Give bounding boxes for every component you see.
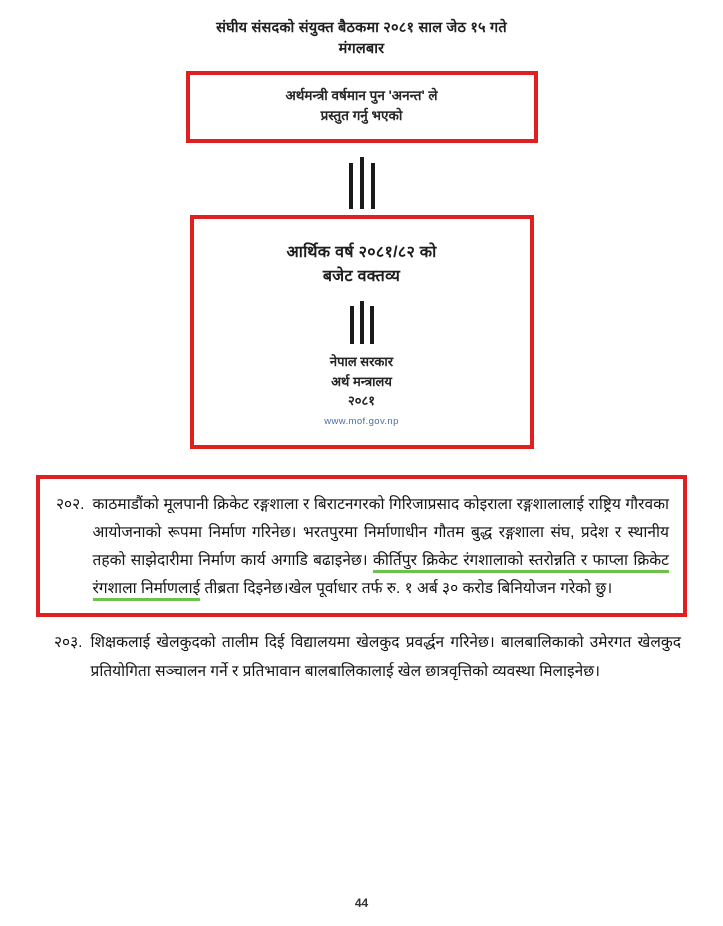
website-url: www.mof.gov.np: [324, 415, 399, 427]
divider-bar: [360, 157, 364, 209]
body-text-area: [0, 475, 723, 686]
presenter-line1: अर्थमन्त्री वर्षमान पुन 'अनन्त' ले: [285, 88, 438, 104]
paragraph-text: [93, 491, 670, 604]
presenter-line2: प्रस्तुत गर्नु भएको: [320, 108, 403, 124]
divider-bars-inner: [208, 300, 516, 344]
divider-bars-top: [0, 155, 723, 209]
paragraph-203: [36, 629, 687, 685]
ministry-line2: अर्थ मन्त्रालय: [331, 373, 392, 389]
highlighted-paragraph-box: [36, 475, 687, 618]
divider-bar: [370, 306, 374, 344]
cover-heading-line2: मंगलबार: [338, 41, 385, 58]
ministry-block: [208, 352, 516, 411]
budget-title: [208, 241, 516, 291]
divider-bar: [360, 301, 364, 344]
budget-title-line2: बजेट वक्तव्य: [322, 268, 401, 286]
budget-title-box: [190, 215, 534, 449]
divider-bar: [371, 163, 375, 209]
ministry-line1: नेपाल सरकार: [329, 354, 394, 370]
page-number: 44: [354, 896, 369, 910]
budget-title-line1: आर्थिक वर्ष २०८१/८२ को: [286, 243, 437, 261]
paragraph-text-before: काठमाडौंको मूलपानी क्रिकेट रङ्गशाला र बिराटनगरको गिरिजाप्रसाद कोइराला रङ्गशालालाई राष्ट्रिय गौरवका आयोजनाको रूपमा निर्माण गरिनेछ। भरतपुरमा निर्माणाधीन गौतम बुद्ध रङ्गशाला संघ, प्रदेश र स्थानीय तहको साझेदारीमा निर्माण कार्य अगाडि बढाइनेछ।: [92, 495, 669, 570]
cover-heading: [0, 18, 723, 60]
paragraph-number: २०३.: [54, 634, 83, 652]
cover-block: [0, 0, 723, 449]
paragraph-text: शिक्षकलाई खेलकुदको तालीम दिई विद्यालयमा खेलकुद प्रवर्द्धन गरिनेछ। बालबालिकाको उमेरगत खेलकुद प्रतियोगिता सञ्चालन गर्ने र प्रतिभावान बालबालिकालाई खेल छात्रवृत्तिको व्यवस्था मिलाइनेछ।: [90, 634, 681, 680]
cover-heading-line1: संघीय संसदको संयुक्त बैठकमा २०८१ साल जेठ १५ गते: [216, 20, 507, 36]
divider-bar: [349, 163, 353, 209]
paragraph-number: २०२.: [56, 495, 85, 513]
presenter-box: [186, 71, 538, 143]
paragraph-text-highlighted: कीर्तिपुर क्रिकेट रंगशालाको स्तरोन्नति र फाप्ला क्रिकेट रंगशाला निर्माणलाई: [93, 552, 670, 601]
divider-bar: [350, 306, 354, 344]
paragraph-202: [56, 491, 669, 604]
ministry-line3: २०८१: [347, 393, 376, 409]
paragraph-text-after: तीब्रता दिइनेछ।खेल पूर्वाधार तर्फ रु. १ अर्ब ३० करोड बिनियोजन गरेको छु।: [204, 580, 613, 598]
